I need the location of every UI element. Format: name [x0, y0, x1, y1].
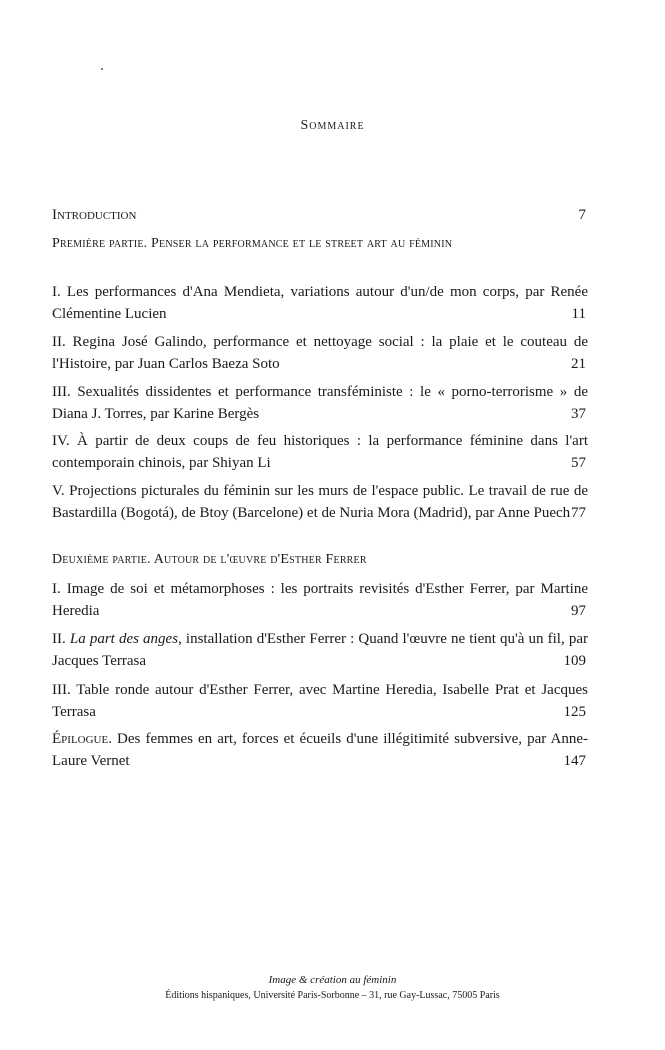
page-title: Sommaire	[300, 118, 365, 133]
part-two-heading: Deuxième partie. Autour de l'œuvre d'Esther Ferrer	[52, 552, 367, 567]
toc-entry-page: 109	[563, 653, 586, 669]
toc-entry	[52, 578, 588, 622]
toc-entry-page: 11	[571, 306, 586, 322]
toc-entry-title: III. Sexualités dissidentes et performance transféministe : le « porno-terrorisme » de Diana J. Torres, par Karine Bergès	[52, 384, 588, 422]
toc-entry-page: 97	[571, 603, 586, 619]
toc-introduction	[52, 204, 588, 226]
footer-book-title: Image & création au féminin	[268, 974, 397, 986]
footer-publisher: Éditions hispaniques, Université Paris-Sorbonne – 31, rue Gay-Lussac, 75005 Paris	[165, 990, 500, 1001]
toc-entry-title: II. Regina José Galindo, performance et nettoyage social : la plaie et le couteau de l'Histoire, par Juan Carlos Baeza Soto	[52, 334, 588, 372]
toc-epilogue-label: Épilogue.	[52, 731, 112, 747]
toc-entry-italic-title: La part des anges	[69, 631, 179, 647]
toc-entry-page: 37	[571, 406, 586, 422]
toc-entry-title: III. Table ronde autour d'Esther Ferrer, avec Martine Heredia, Isabelle Prat et Jacques Terrasa	[52, 682, 588, 720]
toc-entry	[52, 430, 588, 474]
toc-entry-page: 21	[571, 356, 586, 372]
toc-entry-rest: , installation d'Esther Ferrer : Quand l'œuvre ne tient qu'à un fil, par Jacques Terrasa	[52, 631, 588, 669]
toc-entry-page: 57	[571, 455, 586, 471]
toc-entry-page: 125	[563, 704, 586, 720]
toc-epilogue-page: 147	[563, 753, 586, 769]
toc-epilogue	[52, 728, 588, 772]
toc-entry	[52, 679, 588, 723]
toc-entry-page: 77	[571, 505, 586, 521]
toc-epilogue-text: Des femmes en art, forces et écueils d'une illégitimité subversive, par Anne-Laure Vernet	[52, 731, 588, 769]
toc-entry-title: I. Les performances d'Ana Mendieta, variations autour d'un/de mon corps, par Renée Clémentine Lucien	[52, 284, 588, 322]
toc-entry	[52, 628, 588, 672]
scan-speck	[101, 68, 103, 70]
toc-entry-title: V. Projections picturales du féminin sur les murs de l'espace public. Le travail de rue de Bastardilla (Bogotá), de Btoy (Barcelone) et de Nuria Mora (Madrid), par Anne Puech	[52, 483, 588, 521]
toc-entry	[52, 281, 588, 325]
toc-introduction-label: Introduction	[52, 207, 137, 223]
toc-introduction-page: 7	[578, 207, 586, 223]
toc-entry	[52, 331, 588, 375]
toc-epilogue-title	[52, 728, 588, 772]
part-one-heading: Première partie. Penser la performance et le street art au féminin	[52, 236, 453, 251]
toc-entry	[52, 381, 588, 425]
toc-entry-title: I. Image de soi et métamorphoses : les portraits revisités d'Esther Ferrer, par Martine Heredia	[52, 581, 588, 619]
toc-entry-title	[52, 628, 588, 672]
toc-entry	[52, 480, 588, 524]
toc-entry-title: IV. À partir de deux coups de feu historiques : la performance féminine dans l'art contemporain chinois, par Shiyan Li	[52, 433, 588, 471]
toc-entry-numeral: II.	[52, 631, 70, 647]
